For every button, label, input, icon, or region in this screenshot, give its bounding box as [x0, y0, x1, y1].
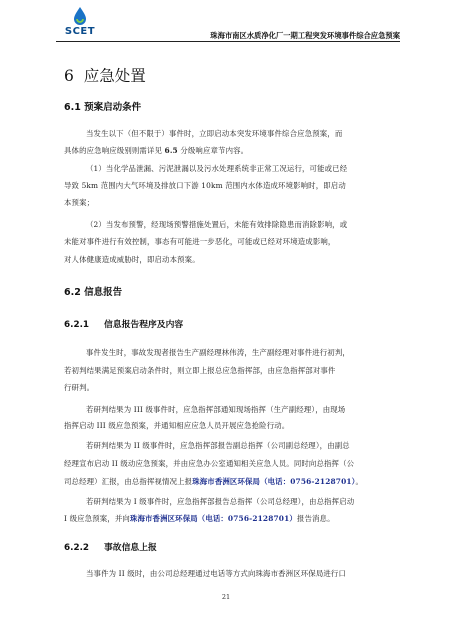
paragraph-line: 若研判结果为 I 级事件时，应急指挥部报告总指挥（公司总经理），由总指挥启动: [86, 497, 355, 506]
header-document-title: 珠海市南区水质净化厂一期工程突发环境事件综合应急预案: [210, 31, 400, 40]
paragraph-line: 事件发生时，事故发现者报告生产副经理林伟涛，生产副经理对事件进行初判，: [86, 348, 350, 357]
paragraph-line: [64, 476, 363, 487]
paragraph-line: 未能对事件进行有效控制，事态有可能进一步恶化，可能或已经对环境造成影响，: [64, 237, 336, 246]
subsection-6-2-2-heading: [64, 540, 157, 553]
subsection-title: 信息报告程序及内容: [104, 320, 184, 330]
paragraph-line: 本预案；: [64, 198, 95, 207]
paragraph-line: （2）当发布预警，经现场预警措施处置后，未能有效排除隐患而消除影响，或: [86, 220, 348, 229]
paragraph-line: 指挥启动 III 级应急预案，并通知相应应急人员开展应急抢险行动。: [64, 421, 290, 430]
text-run: 司总经理）汇报，由总指挥视情况上报: [64, 477, 193, 486]
paragraph-line: 行研判。: [64, 383, 95, 392]
text-run: I 级应急预案，并向: [64, 514, 130, 523]
section-6-2-heading: 6.2 信息报告: [64, 287, 123, 298]
section-6-1-heading: 6.1 预案启动条件: [64, 102, 142, 113]
paragraph-line: [64, 145, 248, 156]
subsection-number: 6.2.1: [64, 320, 90, 330]
paragraph-line: [64, 513, 335, 524]
header-divider: [56, 41, 400, 42]
chapter-number: 6: [64, 67, 74, 85]
paragraph-line: 若初判结果满足预案启动条件时，则立即上报总应急指挥部，由应急指挥部对事件: [64, 366, 336, 375]
text-run: 报告消息。: [296, 514, 335, 523]
subsection-6-2-1-heading: [64, 317, 183, 330]
chapter-title: 应急处置: [83, 67, 146, 85]
paragraph-line: 对人体健康造成威胁时，即启动本预案。: [64, 255, 200, 264]
paragraph-line: 经理宣布启动 II 级动应急预案，并由应急办公室通知相关应急人员。同时向总指挥（公: [64, 459, 355, 468]
paragraph-line: 若研判结果为 III 级事件时，应急指挥部通知现场指挥（生产副经理），由现场: [86, 405, 346, 414]
logo-text: SCET: [64, 26, 96, 37]
chapter-heading: [64, 64, 146, 86]
paragraph-line: 若研判结果为 II 级事件时，应急指挥部报告副总指挥（公司副总经理），由副总: [86, 441, 350, 450]
water-drop-logo-icon: [70, 6, 90, 26]
contact-reference: 珠海市香洲区环保局（电话：0756-2128701）: [192, 477, 356, 486]
contact-reference: 珠海市香洲区环保局（电话：0756-2128701）: [129, 514, 297, 523]
subsection-title: 事故信息上报: [104, 543, 157, 553]
subsection-number: 6.2.2: [64, 543, 90, 553]
company-logo: [58, 6, 102, 40]
paragraph-line: 当事件为 II 级时，由公司总经理通过电话等方式向珠海市香洲区环保局进行口: [86, 569, 346, 578]
text-run: 。: [355, 477, 364, 486]
page-number: 21: [221, 593, 231, 601]
paragraph-line: 导致 5km 范围内大气环境及排放口下游 10km 范围内水体造成环境影响时，即启动: [64, 181, 346, 190]
text-run: 分级响应章节内容。: [177, 146, 249, 155]
text-run: 具体的应急响应级别则需详见: [64, 146, 165, 155]
paragraph-line: （1）当化学品泄漏、污泥泄漏以及污水处理系统非正常工况运行，可能或已经: [86, 164, 348, 173]
paragraph-line: 当发生以下（但不限于）事件时，立即启动本突发环境事件综合应急预案，而: [86, 129, 343, 138]
section-reference: 6.5: [164, 146, 178, 155]
